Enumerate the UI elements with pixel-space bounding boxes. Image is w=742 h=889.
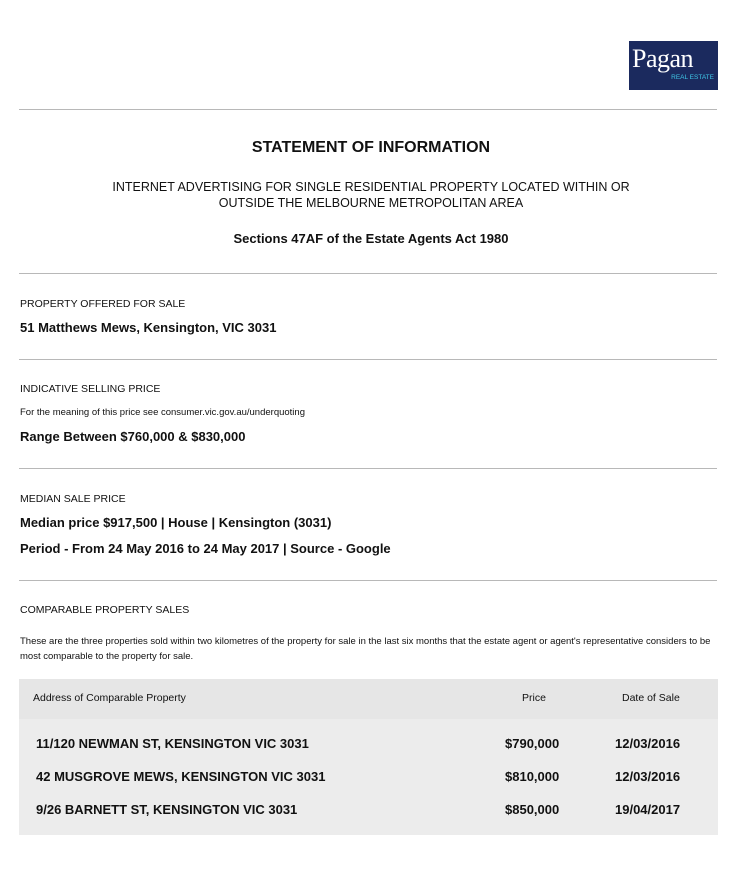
table-row <box>19 797 718 823</box>
subtitle-line-1: INTERNET ADVERTISING FOR SINGLE RESIDENTIAL PROPERTY LOCATED WITHIN OR <box>112 180 630 194</box>
divider <box>19 359 717 360</box>
comparable-section-label: COMPARABLE PROPERTY SALES <box>20 604 190 616</box>
pagan-real-estate-logo <box>629 41 718 90</box>
row-price: $810,000 <box>505 769 560 784</box>
document-subtitle <box>0 179 742 211</box>
row-date: 12/03/2016 <box>615 736 681 751</box>
row-price: $850,000 <box>505 802 560 817</box>
logo-tagline: REAL ESTATE <box>671 74 714 81</box>
divider <box>19 273 717 274</box>
divider <box>19 109 717 110</box>
act-reference: Sections 47AF of the Estate Agents Act 1980 <box>233 231 509 246</box>
property-address: 51 Matthews Mews, Kensington, VIC 3031 <box>20 320 277 335</box>
table-header <box>19 679 718 719</box>
row-address: 9/26 BARNETT ST, KENSINGTON VIC 3031 <box>36 802 298 817</box>
table-row <box>19 731 718 757</box>
divider <box>19 580 717 581</box>
row-address: 11/120 NEWMAN ST, KENSINGTON VIC 3031 <box>36 736 309 751</box>
header-price: Price <box>522 692 546 704</box>
row-date: 12/03/2016 <box>615 769 681 784</box>
median-price: Median price $917,500 | House | Kensington (3031) <box>20 515 332 530</box>
comparable-description: These are the three properties sold within two kilometres of the property for sale in the last six months that the estate agent or agent's representative considers to be most comparable to the property for sale. <box>20 636 711 662</box>
row-date: 19/04/2017 <box>615 802 681 817</box>
subtitle-line-2: OUTSIDE THE MELBOURNE METROPOLITAN AREA <box>218 196 524 210</box>
row-address: 42 MUSGROVE MEWS, KENSINGTON VIC 3031 <box>36 769 326 784</box>
document-title: STATEMENT OF INFORMATION <box>251 139 491 156</box>
table-row <box>19 764 718 790</box>
median-section-label: MEDIAN SALE PRICE <box>20 493 126 505</box>
header-date: Date of Sale <box>622 692 680 704</box>
header-address: Address of Comparable Property <box>33 692 186 704</box>
row-price: $790,000 <box>505 736 560 751</box>
price-range: Range Between $760,000 & $830,000 <box>20 429 246 444</box>
logo-wordmark: Pagan <box>632 44 694 73</box>
median-period: Period - From 24 May 2016 to 24 May 2017 | Source - Google <box>20 541 391 556</box>
divider <box>19 468 717 469</box>
underquoting-note: For the meaning of this price see consumer.vic.gov.au/underquoting <box>20 407 305 418</box>
comparable-sales-table <box>19 679 718 835</box>
property-section-label: PROPERTY OFFERED FOR SALE <box>20 298 186 310</box>
indicative-section-label: INDICATIVE SELLING PRICE <box>20 383 161 395</box>
